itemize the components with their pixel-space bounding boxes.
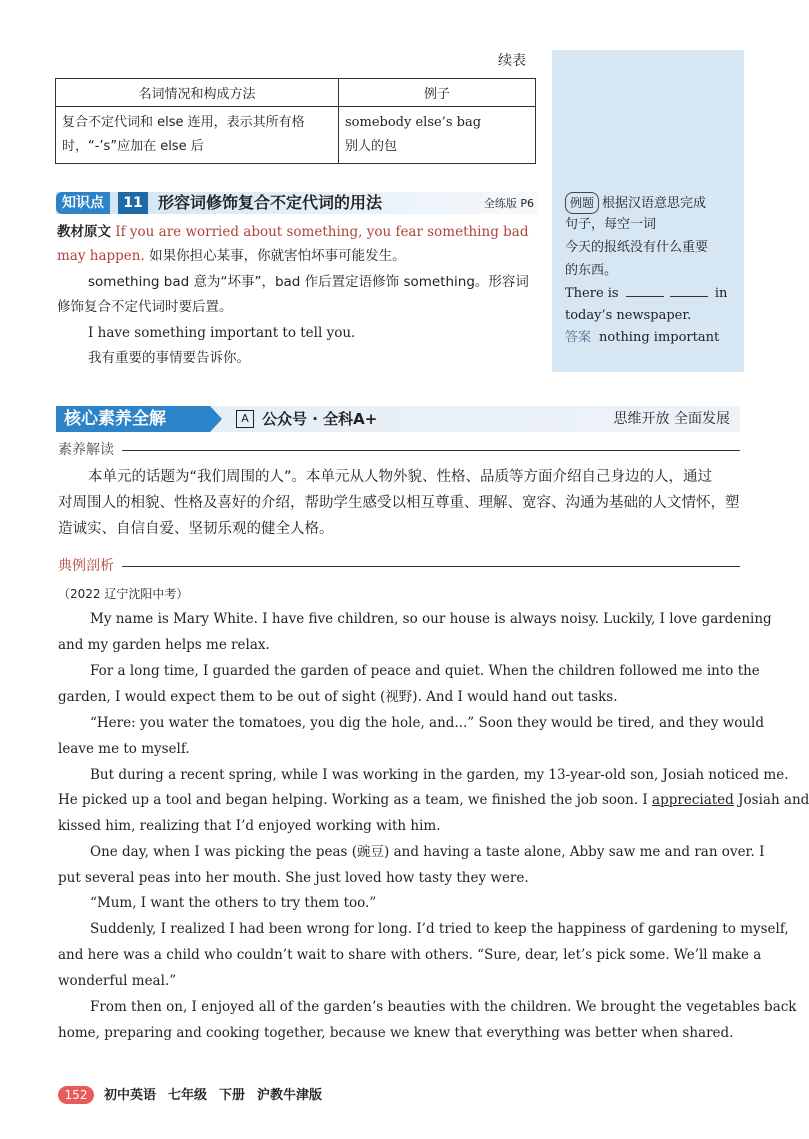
- passage-line: put several peas into her mouth. She just loved how tasty they were.: [58, 870, 529, 886]
- publisher-name: 公众号 · 全科A+: [262, 410, 378, 428]
- source-line-2: [57, 246, 406, 266]
- passage-line: “Here: you water the tomatoes, you dig the hole, and...” Soon they would be tired, and they would: [90, 715, 765, 731]
- explanation-line: something bad 意为“坏事”，bad 作后置定语修饰 something。形容词: [88, 274, 529, 290]
- exam-source: （2022 辽宁沈阳中考）: [58, 587, 189, 601]
- source-chinese: 如果你担心某事，你就害怕坏事可能发生。: [149, 248, 406, 264]
- sidebar-line: [565, 192, 706, 214]
- literacy-paragraph: 对周围人的相貌、性格及喜好的介绍，帮助学生感受以相互尊重、理解、宽容、沟通为基础的人文情怀，塑: [58, 495, 740, 511]
- answer-blank: [626, 285, 664, 297]
- passage-line: and here was a child who couldn’t wait to share with others. “Sure, dear, let’s pick some. We’ll make a: [58, 947, 762, 963]
- table-header-row: [56, 79, 536, 107]
- table-row: [56, 107, 536, 164]
- volume-label: 下册: [219, 1088, 246, 1103]
- page-footer: [58, 1084, 334, 1104]
- knowledge-point-badge: 知识点: [56, 192, 110, 214]
- example-english: I have something important to tell you.: [88, 325, 356, 341]
- passage-line: kissed him, realizing that I’d enjoyed working with him.: [58, 818, 441, 834]
- passage-line: wonderful meal.”: [58, 973, 177, 989]
- grade-label: 七年级: [168, 1088, 208, 1103]
- knowledge-point-number: 11: [118, 192, 148, 214]
- sidebar-line: [565, 284, 727, 304]
- passage-text: He picked up a tool and began helping. Working as a team, we finished the job soon. I: [58, 792, 653, 808]
- literacy-paragraph: [58, 464, 742, 490]
- cell-text: 别人的包: [345, 139, 398, 154]
- continued-label: 续表: [498, 53, 526, 69]
- cell-text: 时，“-’s”应加在 else 后: [62, 139, 204, 154]
- header-slogan: 思维开放 全面发展: [613, 411, 730, 427]
- example-chinese: 我有重要的事情要告诉你。: [88, 350, 250, 366]
- book-title: 初中英语: [104, 1088, 157, 1103]
- sidebar-line: today’s newspaper.: [565, 308, 692, 323]
- answer-text: nothing important: [599, 330, 720, 345]
- core-literacy-header: [56, 406, 740, 432]
- analysis-label: 典例剖析: [58, 558, 114, 574]
- section-rule: [122, 566, 740, 567]
- answer-line: [565, 328, 719, 348]
- cell-text: somebody else’s bag: [345, 115, 482, 130]
- source-english-end: may happen.: [57, 248, 145, 264]
- table-cell: [339, 107, 536, 164]
- answer-label: 答案: [565, 330, 592, 345]
- sidebar-line: 句子，每空一词: [565, 217, 657, 232]
- knowledge-point-header: [56, 192, 538, 214]
- passage-line: For a long time, I guarded the garden of peace and quiet. When the children followed me into the: [90, 663, 760, 679]
- core-literacy-badge: 核心素养全解: [56, 406, 210, 432]
- knowledge-point-title: 形容词修饰复合不定代词的用法: [158, 193, 383, 212]
- passage-line: and my garden helps me relax.: [58, 637, 270, 653]
- page-number: 152: [58, 1086, 94, 1104]
- table-cell: [56, 107, 339, 164]
- passage-line: But during a recent spring, while I was working in the garden, my 13-year-old son, Josiah noticed me.: [90, 767, 789, 783]
- passage-line: garden, I would expect them to be out of sight (视野). And I would hand out tasks.: [58, 689, 618, 705]
- source-label: 教材原文: [57, 224, 111, 240]
- passage-line: “Mum, I want the others to try them too.”: [90, 895, 377, 911]
- passage-line: home, preparing and cooking together, because we knew that everything was better when shared.: [58, 1025, 734, 1041]
- grammar-table: [55, 78, 536, 164]
- literacy-label: 素养解读: [58, 442, 114, 458]
- passage-line: One day, when I was picking the peas (豌豆) and having a taste alone, Abby saw me and ran over. I: [90, 844, 765, 860]
- passage-line: From then on, I enjoyed all of the garden’s beauties with the children. We brought the vegetables back: [90, 999, 797, 1015]
- passage-line: My name is Mary White. I have five children, so our house is always noisy. Luckily, I love gardening: [90, 611, 772, 627]
- table-header: 例子: [339, 79, 536, 107]
- sidebar-line: 的东西。: [565, 263, 618, 278]
- section-rule: [122, 450, 740, 451]
- table-header: 名词情况和构成方法: [56, 79, 339, 107]
- passage-text: Josiah and: [733, 792, 809, 808]
- sidebar-text: 根据汉语意思完成: [602, 196, 707, 211]
- explanation-line: 修饰复合不定代词时要后置。: [57, 299, 233, 315]
- answer-blank: [670, 285, 708, 297]
- sidebar-line: 今天的报纸没有什么重要: [565, 240, 709, 255]
- source-english: If you are worried about something, you fear something bad: [115, 224, 529, 240]
- literacy-text: 本单元的话题为“我们周围的人”。本单元从人物外貌、性格、品质等方面介绍自己身边的人，通过: [88, 469, 713, 485]
- edition-label: 沪教牛津版: [257, 1088, 323, 1103]
- sidebar-text: in: [714, 286, 728, 301]
- sidebar-text: There is: [565, 286, 619, 301]
- knowledge-point-ref: 全练版 P6: [483, 197, 534, 210]
- literacy-paragraph: 造诚实、自信自爱、坚韧乐观的健全人格。: [58, 521, 334, 537]
- underlined-word: appreciated: [652, 792, 734, 808]
- passage-line: [58, 790, 809, 810]
- cell-text: 复合不定代词和 else 连用，表示其所有格: [62, 115, 305, 130]
- example-badge: 例题: [565, 192, 599, 214]
- passage-line: Suddenly, I realized I had been wrong for long. I’d tried to keep the happiness of gardening to myself,: [90, 921, 789, 937]
- passage-line: leave me to myself.: [58, 741, 190, 757]
- source-line: [57, 222, 528, 242]
- badge-arrow: [210, 406, 222, 432]
- publisher-logo-icon: A: [236, 410, 254, 428]
